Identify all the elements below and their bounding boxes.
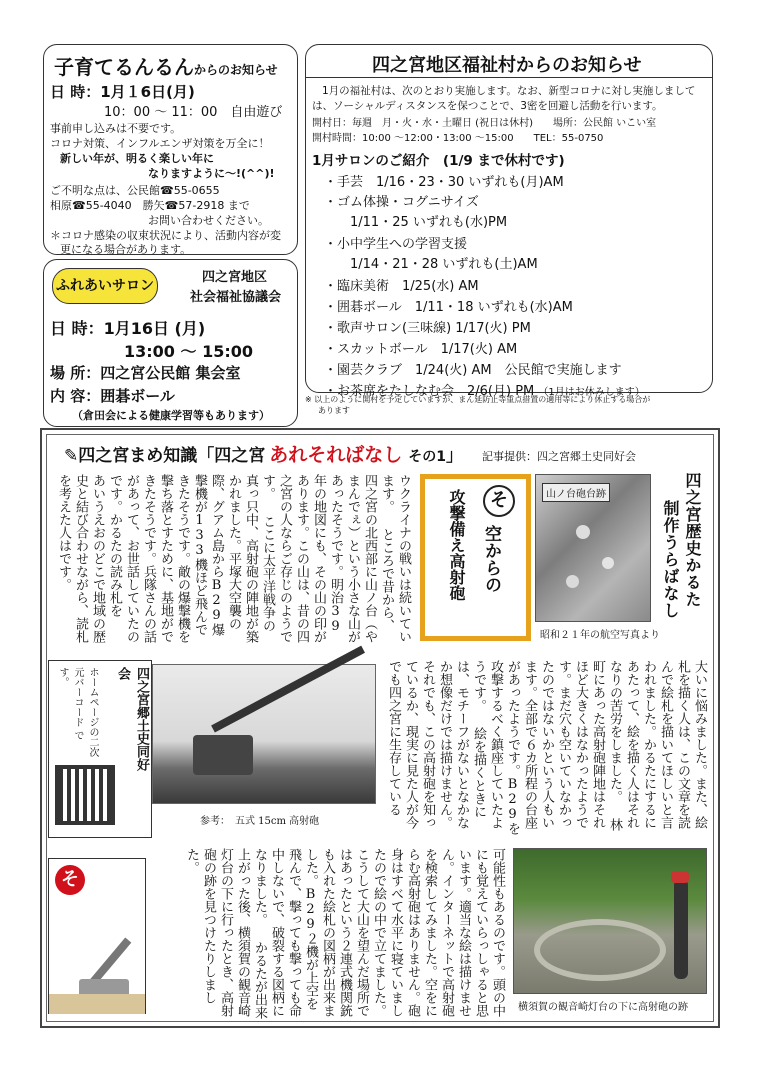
aerial-photo	[535, 474, 651, 622]
fukushi-item-8: ・スカットボール 1/17(火) AM	[324, 342, 518, 357]
kosodate-line-5: 相原☎55-4040 勝矢☎57-2918 まで	[50, 199, 250, 212]
kosodate-title: 子育てるんるんからのお知らせ	[54, 55, 278, 79]
karuta-illustration	[48, 858, 146, 1014]
col-b-para-0: 大いに悩みました。また、絵札を描く人は、この文章を読んで絵札を描いてほしいと言われました。かるたにするにあたって、絵を描く人はそれなりの苦労をしました。	[607, 660, 707, 829]
fukushi-item-5: ・臨床美術 1/25(水) AM	[324, 279, 479, 294]
gun-photo-caption: 参考： 五式 15cm 高射砲	[200, 816, 320, 827]
kosodate-line-1: コロナ対策、インフルエンザ対策を万全に！	[50, 137, 270, 150]
fukushi-item-1: ・ゴム体操・コグニサイズ	[324, 195, 479, 210]
kosodate-line-8: 更になる場合があります。	[60, 243, 192, 256]
fukushi-days: 開村日：毎週 月・火・水・土曜日 (祝日は休村) 場所：公民館 いこい室	[312, 118, 657, 129]
fureai-place: 場 所：四之宮公民館 集会室	[50, 364, 241, 382]
kosodate-line-0: 事前申し込みは不要です。	[50, 122, 182, 135]
pencil-icon: ✎	[64, 446, 79, 466]
aerial-photo-sign: 山ノ台砲台跡	[542, 483, 610, 502]
fukushi-hours: 開村時間：10:00 ～12:00・13:00 ～15:00 TEL：55-0750	[312, 133, 604, 144]
fukushi-intro1: 1月の福祉村は、次のとおり実施します。なお、新型コロナに対し実施しまして	[322, 85, 696, 97]
fukushi-item-2: 1/11・25 いずれも(水)PM	[324, 215, 508, 230]
article-column-b	[386, 660, 708, 835]
fukushi-item-10: ・お茶席をたしなむ会 2/6(月) PM （1月はお休みします）	[324, 384, 645, 399]
karuta-card	[420, 474, 531, 641]
fureai-date: 日 時：1月16日 (月)	[50, 319, 206, 338]
fukushi-title: 四之宮地区福祉村からのお知らせ	[372, 55, 642, 76]
kosodate-line-4: ご不明な点は、公民館☎55-0655	[50, 184, 220, 197]
club-qr-label: ホームページの二次元バーコード です。	[57, 667, 98, 757]
article-column-c	[152, 848, 506, 1020]
kosodate-line-3: なりますように～!(^^)!	[148, 167, 275, 180]
col-c-para-1: こうして大山を望んだ場所ではあったという２連式機関銃も入れた絵札の図柄が出来ました。B29２機が上空を飛んで、撃っても撃っても命中しないで、破裂する図柄になりました。	[252, 848, 369, 1017]
fukushi-intro2: は、ソーシャルディスタンスを保つことで、3密を回避し活動を行います。	[312, 100, 663, 112]
fukushi-item-7: ・歌声サロン(三味線) 1/17(火) PM	[324, 321, 531, 336]
fukushi-box	[305, 44, 713, 399]
fukushi-item-4: 1/14・21・28 いずれも(土)AM	[324, 257, 538, 272]
col-a-para-1: ところで昔から、四之宮の北西部に山ノ台（やまんでぇ）という小さな山があったそうです。明治39年の地図にも、その山の印があります。この山は、昔の四之宮の人ならご存じのようです。	[260, 474, 394, 643]
col-c-para-0: 可能性もあるのです。頭の中にも覚えていらっしゃると思います。適当な絵は描けません。インターネットで高射砲を検索してみました。空をにらむ高射砲はありません。砲身はすべて水平に寝ていましたので絵の中で立てました。	[371, 848, 505, 1017]
kosodate-line-2: 新しい年が、明るく楽しい年に	[60, 152, 214, 165]
fureai-org-line2: 社会福祉協議会	[190, 290, 282, 305]
kosodate-time: 10：00 ～ 11：00 自由遊び	[104, 105, 283, 120]
col-a-para-0: ウクライナの戦いは続いています。	[379, 474, 411, 643]
fukushi-item-9: ・園芸クラブ 1/24(火) AM 公民館で実施します	[324, 363, 622, 378]
karuta-char: そ	[483, 485, 515, 517]
karuta-text-2: 攻撃備え高射砲	[447, 489, 466, 601]
article-column-a	[56, 474, 412, 644]
kosodate-line-6: お問い合わせください。	[148, 214, 269, 227]
fukushi-item-3: ・小中学生への学習支援	[324, 237, 468, 252]
fureai-note: （倉田会による健康学習等もあります）	[72, 409, 270, 422]
col-b-para-1: 林町にあった高射砲陣地はそれほど大きくはなかったようです。まだ穴も空いていなかったのではないかという人もいます。全部で６カ所程の台座があったようです。B29を攻撃するべく鎮座していたようです。	[471, 660, 622, 835]
fukushi-footnote1: ※ 以上のように開村を予定していますが、まん延防止等重点措置の適用等により休止する場合が	[305, 395, 651, 404]
aerial-photo-caption: 昭和２１年の航空写真より	[540, 630, 660, 641]
club-name: 四之宮郷土史同好会	[115, 667, 149, 771]
article-header: ✎四之宮まめ知識「四之宮 あれそればなし その1」	[64, 444, 464, 466]
site-photo	[513, 848, 707, 994]
gun-photo	[152, 664, 376, 804]
col-b-para-2: 絵を描くときには、モチーフがないとなかなか想像だけでは描けません。それでも、この高射砲を知っているか、現実に見た人が今でも四之宮に生存している	[386, 660, 486, 829]
article-credit: 記事提供：四之宮郷土史同好会	[482, 450, 636, 463]
club-box	[48, 660, 152, 838]
fureai-badge: ふれあいサロン	[52, 268, 158, 304]
fukushi-footnote2: あります	[318, 406, 350, 415]
qr-code-icon	[55, 765, 115, 825]
fureai-org-line1: 四之宮地区	[202, 270, 268, 285]
karuta-illustration-char: そ	[55, 865, 85, 895]
fukushi-divider	[306, 77, 712, 78]
col-c-para-2: かるたが出来上がった後、横須賀の観音崎灯台の下に行ったとき、高射砲の跡を見つけたりしました。	[184, 848, 267, 1019]
fureai-content: 内 容：囲碁ボール	[50, 387, 175, 405]
side-title-1: 四之宮歴史かるた	[683, 472, 702, 608]
karuta-text-1: 空からの	[481, 525, 501, 593]
fukushi-item-6: ・囲碁ボール 1/11・18 いずれも(水)AM	[324, 300, 573, 315]
site-photo-caption: 横須賀の観音崎灯台の下に高射砲の跡	[518, 1002, 688, 1013]
fukushi-salon-title: 1月サロンのご紹介 (1/9 まで休村です)	[312, 153, 565, 169]
fukushi-item-0: ・手芸 1/16・23・30 いずれも(月)AM	[324, 175, 564, 190]
kosodate-line-7: ＊コロナ感染の収束状況により、活動内容が変	[50, 229, 281, 242]
kosodate-date: 日 時：1月１6日(月)	[50, 83, 195, 101]
kosodate-box	[43, 44, 298, 255]
col-a-para-2: ここに太平洋戦争の真っ只中、高射砲の陣地が築かれました。平塚大空襲の際、グアム島からB29爆撃機が133機ほど飛んできたそうです。敵の爆撃機を撃ち落とすために、基地ができたそうです。兵隊さんの話があって、お世話していたのです。かるたの読み札を あいうえおのどこで地域の歴史と結び合わせながら、読札を考えた人はです。	[56, 474, 275, 643]
fureai-box	[43, 259, 298, 427]
side-title-2: 制作うらばなし	[661, 500, 680, 619]
fureai-time: 13:00 ～ 15:00	[124, 342, 254, 361]
